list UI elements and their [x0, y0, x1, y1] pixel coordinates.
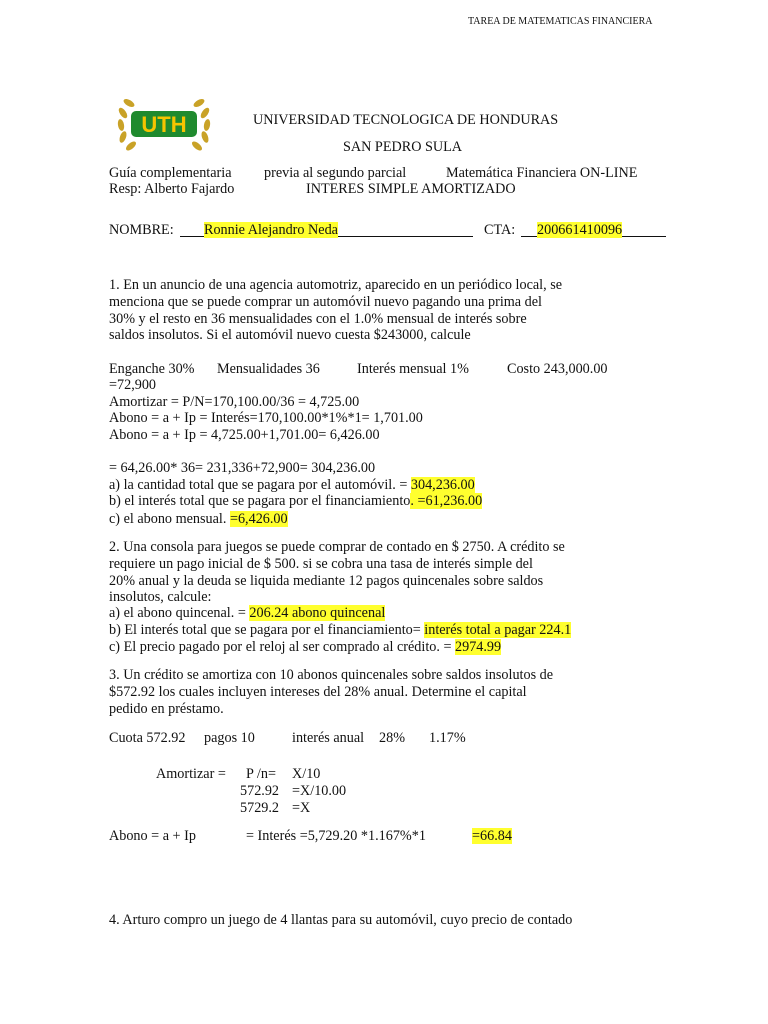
q3-abono-answer: =66.84 [472, 828, 512, 844]
name-label: NOMBRE: [109, 222, 174, 238]
q3-amortizar-r2-c1: 572.92 [240, 783, 280, 799]
q3-data-1: Cuota 572.92 [109, 730, 186, 746]
city-name: SAN PEDRO SULA [343, 139, 463, 155]
q3-line-3: pedido en préstamo. [109, 701, 224, 717]
q3-amortizar-r3-c1: 5729.2 [240, 800, 280, 816]
q3-data-5: 1.17% [429, 730, 466, 746]
q3-amortizar-label: Amortizar = [156, 766, 226, 782]
q3-line-1: 3. Un crédito se amortiza con 10 abonos quincenales sobre saldos insolutos de [109, 667, 554, 683]
q1-answer-a: a) la cantidad total que se pagara por el automóvil. = 304,236.00 [109, 477, 475, 493]
q1-data-1: Enganche 30% [109, 361, 195, 377]
responsible: Resp: Alberto Fajardo [109, 181, 235, 197]
university-name: UNIVERSIDAD TECNOLOGICA DE HONDURAS [253, 112, 559, 128]
q1-answer-b: b) el interés total que se pagara por el financiamiento. =61,236.00 [109, 493, 483, 509]
q2-answer-c: c) El precio pagado por el reloj al ser comprado al crédito. = 2974.99 [109, 639, 502, 655]
q2-line-3: 20% anual y la deuda se liquida mediante 12 pagos quincenales sobre saldos [109, 573, 544, 589]
q1-data-3: Interés mensual 1% [357, 361, 469, 377]
q3-abono-label: Abono = a + Ip [109, 828, 196, 844]
q4-line-1: 4. Arturo compro un juego de 4 llantas para su automóvil, cuyo precio de contado [109, 912, 573, 928]
q2-line-2: requiere un pago inicial de $ 500. si se cobra una tasa de interés simple del [109, 556, 533, 572]
q3-abono-calc: = Interés =5,729.20 *1.167%*1 [246, 828, 426, 844]
guide-desc: previa al segundo parcial [264, 165, 407, 181]
q1-data-4: Costo 243,000.00 [507, 361, 608, 377]
q2-line-4: insolutos, calcule: [109, 589, 212, 605]
q3-amortizar-r1-c2: X/10 [292, 766, 321, 782]
q3-amortizar-r2-c2: =X/10.00 [292, 783, 347, 799]
q2-answer-a: a) el abono quincenal. = 206.24 abono quincenal [109, 605, 386, 621]
topic: INTERES SIMPLE AMORTIZADO [306, 181, 516, 197]
running-title: TAREA DE MATEMATICAS FINANCIERA [468, 16, 653, 27]
q3-data-4: 28% [379, 730, 406, 746]
q2-line-1: 2. Una consola para juegos se puede comprar de contado en $ 2750. A crédito se [109, 539, 565, 555]
q1-total-line: = 64,26.00* 36= 231,336+72,900= 304,236.00 [109, 460, 376, 476]
q3-amortizar-r1-c1: P /n= [246, 766, 276, 782]
name-value: Ronnie Alejandro Neda [204, 222, 338, 238]
q1-work-4: Abono = a + Ip = 4,725.00+1,701.00= 6,426.00 [109, 427, 380, 443]
q1-data-2: Mensualidades 36 [217, 361, 320, 377]
q3-line-2: $572.92 los cuales incluyen intereses del 28% anual. Determine el capital [109, 684, 527, 700]
q2-answer-b: b) El interés total que se pagara por el financiamiento= interés total a pagar 224.1 [109, 622, 572, 638]
q1-line-4: saldos insolutos. Si el automóvil nuevo cuesta $243000, calcule [109, 327, 471, 343]
account-label: CTA: [484, 222, 516, 238]
account-value: 200661410096 [537, 222, 623, 238]
q3-data-3: interés anual [292, 730, 365, 746]
logo-text: UTH [141, 112, 187, 137]
course-name: Matemática Financiera ON-LINE [446, 165, 638, 181]
q1-line-1: 1. En un anuncio de una agencia automotriz, aparecido en un periódico local, se [109, 277, 563, 293]
guide-label: Guía complementaria [109, 165, 232, 181]
q1-work-3: Abono = a + Ip = Interés=170,100.00*1%*1= 1,701.00 [109, 410, 423, 426]
q1-work-2: Amortizar = P/N=170,100.00/36 = 4,725.00 [109, 394, 360, 410]
q1-line-2: menciona que se puede comprar un automóvil nuevo pagando una prima del [109, 294, 542, 310]
q1-line-3: 30% y el resto en 36 mensualidades con el 1.0% mensual de interés sobre [109, 311, 527, 327]
q3-data-2: pagos 10 [204, 730, 255, 746]
q1-answer-c: c) el abono mensual. =6,426.00 [109, 511, 288, 527]
q3-amortizar-r3-c2: =X [292, 800, 311, 816]
uth-logo [113, 93, 215, 155]
q1-work-1: =72,900 [109, 377, 157, 393]
